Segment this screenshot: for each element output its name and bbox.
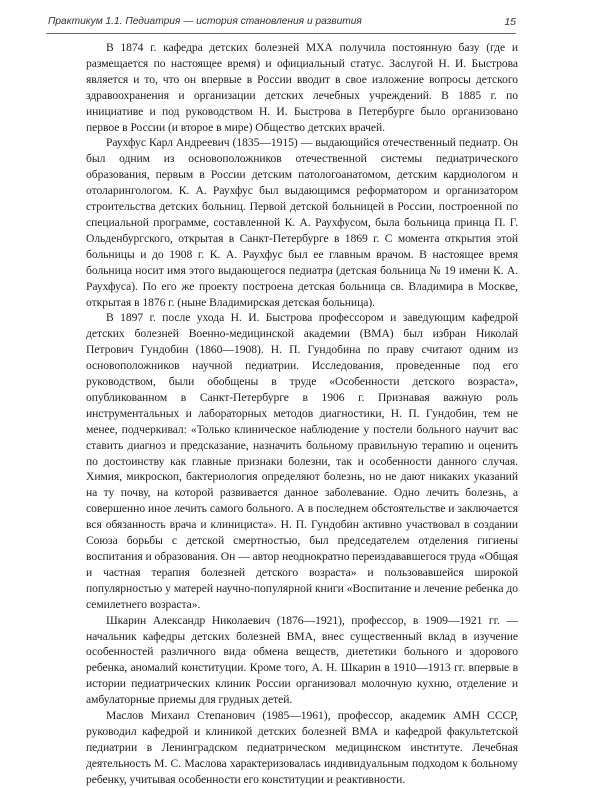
paragraph: В 1897 г. после ухода Н. И. Быстрова профессором и заведующим кафедрой детских болезней Военно-медицинской академии (ВМА) был избран Николай Петрович Гундобин (1860—1908). Н. П. Гундобина по праву считают одним из основоположников научной педиатрии. Исследования, проведенные под его руководством, были обобщены в труде «Особенности детского возраста», опубликованном в Санкт-Петербурге в 1906 г. Признавая важную роль инструментальных и лабораторных методов диагностики, Н. П. Гундобин, тем не менее, подчеркивал: «Только клиническое наблюдение у постели больного научит вас ставить диагноз и предсказание, назначить больному правильную терапию и оценить по достоинству как главные признаки болезни, так и особенности данного случая. Химия, микроскоп, бактериология определяют болезнь, но не дают никаких указаний на ту почву, на которой развивается данное заболевание. Одно лечить болезнь, а совершенно иное лечить самого больного. А в последнем обстоятельстве и заключается вся обязанность врача и клинициста». Н. П. Гундобин активно участвовал в создании Союза борьбы с детской смертностью, был председателем отделения гигиены воспитания и образования. Он — автор неоднократно переиздававшегося труда «Общая и частная терапия болезней детского возраста» и пользовавшейся широкой популярностью у матерей научно-популярной книги «Воспитание и лечение ребенка до семилетнего возраста». (86, 311, 518, 611)
running-header (46, 12, 516, 34)
paragraph: Маслов Михаил Степанович (1985—1961), профессор, академик АМН СССР, руководил кафедрой и клиникой детских болезней ВМА и кафедрой факультетской педиатрии в Ленинградском педиатрическом медицинском институте. Лечебная деятельность М. С. Маслова характеризовалась индивидуальным подходом к больному ребенку, учитывая особенности его конституции и реактивности. (86, 709, 518, 786)
paragraph: В 1874 г. кафедра детских болезней МХА получила постоянную базу (где и размещается по настоящее время) и официальный статус. Заслугой Н. И. Быстрова является и то, что он впервые в России вводит в свое изложение вопросы детского здравоохранения и организации детских лечебных учреждений. В 1885 г. по инициативе и под руководством Н. И. Быстрова в Петербурге было организовано первое в России (и второе в мире) Общество детских врачей. (86, 41, 518, 134)
body-text (86, 40, 518, 788)
running-title: Практикум 1.1. Педиатрия — история становления и развития (48, 16, 362, 27)
page-number: 15 (504, 15, 516, 28)
paragraph: Шкарин Александр Николаевич (1876—1921), профессор, в 1909—1921 гг. — начальник кафедры детских болезней ВМА, внес существенный вклад в изучение особенностей различного вида обмена веществ, диететики больного и здорового ребенка, аномалий конституции. Кроме того, А. Н. Шкарин в 1910—1913 гг. впервые в истории педиатрических клиник России организовал молочную кухню, отделение и амбулаторные приемы для грудных детей. (86, 613, 518, 707)
paragraph: Раухфус Карл Андреевич (1835—1915) — выдающийся отечественный педиатр. Он был одним из основоположников отечественной системы педиатрического образования, первым в России детским патологоанатомом, детским кардиологом и отоларингологом. К. А. Раухфус был выдающимся реформатором и организатором строительства детских больниц. Первой детской больницей в России, построенной по специальной программе, составленной К. А. Раухфусом, была больница принца П. Г. Ольденбургского, открытая в Санкт-Петербурге в 1869 г. С момента открытия этой больницы и до 1908 г. К. А. Раухфус был ее главным врачом. В настоящее время больница носит имя этого выдающегося педиатра (детская больница № 19 имени К. А. Раухфуса). По его же проекту построена детская больница св. Владимира в Москве, открытая в 1876 г. (ныне Владимирская детская больница). (86, 136, 518, 309)
